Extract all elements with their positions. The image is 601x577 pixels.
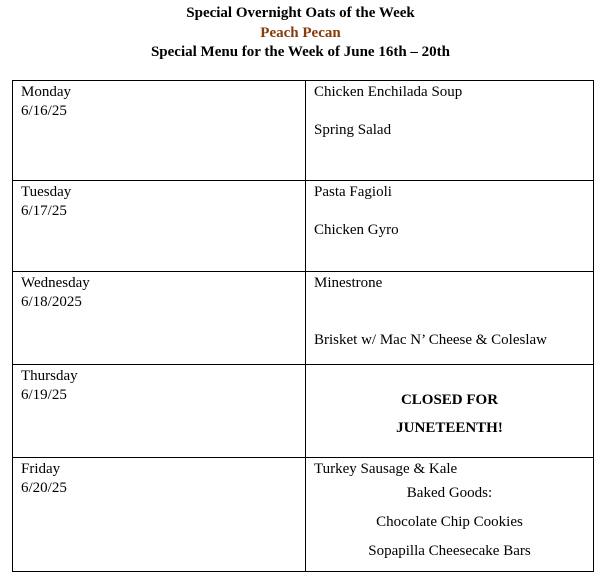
day-date: 6/19/25: [21, 387, 67, 403]
menu-item: Chicken Enchilada Soup: [314, 84, 463, 100]
day-cell: [13, 458, 306, 572]
menu-row-monday: [13, 81, 594, 181]
day-name: Thursday: [21, 368, 78, 384]
weekly-menu-table: [12, 80, 594, 572]
day-cell: [13, 181, 306, 272]
day-date: 6/20/25: [21, 480, 67, 496]
day-cell: [13, 81, 306, 181]
menu-row-friday: [13, 458, 594, 572]
menu-cell: [306, 272, 594, 365]
day-cell: [13, 365, 306, 458]
menu-cell: [306, 365, 594, 458]
day-name: Friday: [21, 461, 61, 477]
day-name: Tuesday: [21, 184, 72, 200]
menu-cell: [306, 181, 594, 272]
week-title: Special Menu for the Week of June 16th – 20th: [150, 44, 451, 60]
day-date: 6/18/2025: [21, 294, 82, 310]
menu-item: Pasta Fagioli: [314, 184, 392, 200]
oats-title: Special Overnight Oats of the Week: [186, 5, 415, 21]
menu-item: Brisket w/ Mac N’ Cheese & Coleslaw: [314, 332, 548, 348]
menu-row-tuesday: [13, 181, 594, 272]
day-date: 6/17/25: [21, 203, 67, 219]
menu-item: Chicken Gyro: [314, 222, 399, 238]
baked-goods-heading: Baked Goods:: [406, 485, 493, 501]
closed-notice: JUNETEENTH!: [396, 420, 503, 436]
baked-item: Sopapilla Cheesecake Bars: [368, 543, 531, 559]
day-cell: [13, 272, 306, 365]
day-name: Monday: [21, 84, 71, 100]
menu-item: Minestrone: [314, 275, 383, 291]
menu-row-wednesday: [13, 272, 594, 365]
menu-cell: [306, 81, 594, 181]
menu-cell: [306, 458, 594, 572]
oats-flavor: Peach Pecan: [260, 24, 341, 41]
menu-header: [0, 4, 601, 63]
menu-row-thursday: [13, 365, 594, 458]
closed-notice: CLOSED FOR: [400, 392, 499, 408]
day-date: 6/16/25: [21, 103, 67, 119]
menu-item: Turkey Sausage & Kale: [314, 461, 458, 477]
baked-item: Chocolate Chip Cookies: [376, 514, 523, 530]
menu-item: Spring Salad: [314, 122, 392, 138]
day-name: Wednesday: [21, 275, 90, 291]
